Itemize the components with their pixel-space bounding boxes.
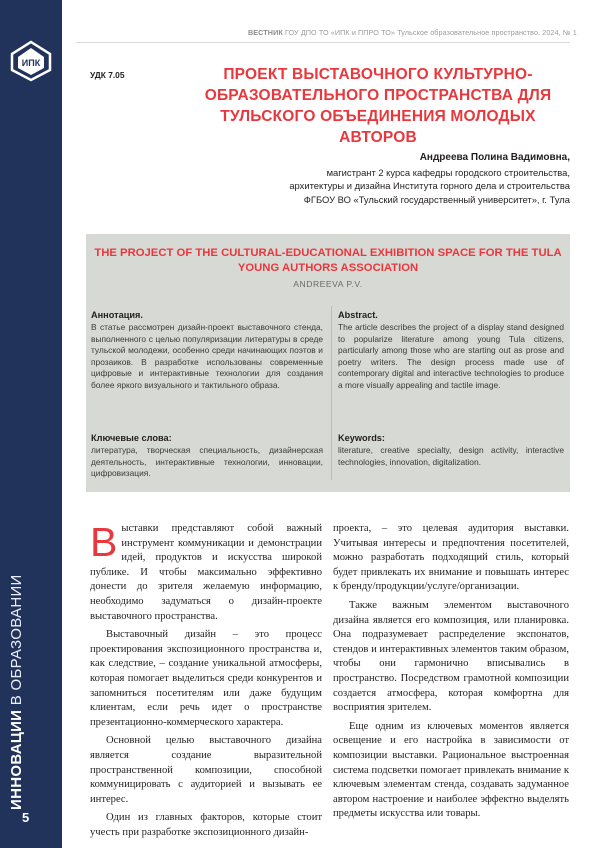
annotation-text: В статье рассмотрен дизайн-проект выставочного стенда, выполненного с целью популяризации литературы в среде тульской молодежи, особенно среди начинающих поэтов и прозаиков. В разработке использованы современные цифровые и интерактивные технологии для создания более яркого визуального и тактильного образа. bbox=[91, 322, 323, 390]
page-number: 5 bbox=[22, 810, 30, 825]
author-name: Андреева Полина Вадимовна, bbox=[419, 152, 570, 163]
udk-code: УДК 7.05 bbox=[90, 70, 125, 80]
article-title: ПРОЕКТ ВЫСТАВОЧНОГО КУЛЬТУРНО-ОБРАЗОВАТЕЛЬНОГО ПРОСТРАНСТВА ДЛЯ ТУЛЬСКОГО ОБЪЕДИНЕНИЯ МОЛОДЫХ АВТОРОВ bbox=[204, 66, 552, 146]
journal-header bbox=[248, 28, 577, 37]
drop-cap: В bbox=[90, 519, 118, 565]
keywords-en-label: Keywords: bbox=[338, 433, 385, 443]
english-author: ANDREEVA P.V. bbox=[293, 279, 363, 289]
abstract-label: Abstract. bbox=[338, 310, 378, 320]
body-paragraph: проекта, – это целевая аудитория выставки. Учитывая интересы и предпочтения посетителей, можно разработать подходящий стиль, который будет привлекать их внимание и повышать интерес к бренду/продукции/услуге/организации. bbox=[333, 523, 569, 593]
keywords-ru-label: Ключевые слова: bbox=[91, 433, 172, 443]
body-paragraph: Также важным элементом выставочного дизайна является его композиция, или планировка. Она подразумевает распределение экспонатов, стендов и интерактивных элементов таким образом, чтобы они гармонично вписывались в пространство. Посредством грамотной композиции создается атмосфера, которая комфортна для восприятия зрителем. bbox=[333, 599, 569, 714]
body-paragraph: Еще одним из ключевых моментов является освещение и его настройка в зависимости от композиции выставки. Рациональное выстроенная система подсветки помогает привлекать внимание к ключевым элементам стенда, создавать задуманное автором настроение и наиболее эффектно выделять предметы искусства или товары. bbox=[333, 720, 569, 820]
journal-name: ВЕСТНИК bbox=[248, 28, 283, 37]
journal-details: ГОУ ДПО ТО «ИПК и ППРО ТО» Тульское образовательное пространство. 2024, № 1 bbox=[282, 28, 577, 37]
body-paragraph: Один из главных факторов, которые стоит учесть при разработке экспозиционного дизайн- bbox=[90, 812, 322, 838]
section-label bbox=[0, 574, 62, 820]
author-affiliation-1: магистрант 2 курса кафедры городского строительства, bbox=[326, 167, 570, 179]
annotation-label: Аннотация. bbox=[91, 310, 143, 320]
keywords-ru-text: литература, творческая специальность, дизайнерская деятельность, интерактивные технологии, инновации, цифровизация. bbox=[91, 445, 323, 479]
logo-text: ИПК bbox=[21, 58, 41, 68]
author-affiliation-3: ФГБОУ ВО «Тульский государственный университет», г. Тула bbox=[303, 193, 570, 205]
institute-logo-icon bbox=[10, 40, 52, 82]
body-column-left bbox=[90, 519, 322, 844]
body-column-right bbox=[333, 522, 569, 826]
body-paragraph: Выставки представляют собой важный инструмент коммуникации и демонстрации идей, продуктов и искусства широкой публике. И чтобы максимально эффективно донести до зрителя желаемую информацию, необходимо задуматься о дизайн-проекте выставочного пространства. bbox=[90, 519, 322, 622]
section-label-bold: ИННОВАЦИИ bbox=[8, 709, 25, 810]
body-paragraph: Выставочный дизайн – это процесс проектирования экспозиционного пространства и, как следствие, – создание уникальной атмосферы, которая помогает выделиться среди конкурентов и запомниться посетителям или даже будущим клиентам, если речь идет о пространстве презентационно-коммерческого характера. bbox=[90, 629, 322, 728]
abstract-text: The article describes the project of a display stand designed to popularize literature among young Tula citizens, particularly among those who are starting out as prose and poetry writers. The design process made use of contemporary digital and interactive technologies to produce a more visually appealing and tactile image. bbox=[338, 322, 564, 390]
keywords-en-text: literature, creative specialty, design activity, interactive technologies, innovation, digitalization. bbox=[338, 445, 564, 467]
author-block bbox=[190, 151, 570, 206]
english-title: THE PROJECT OF THE CULTURAL-EDUCATIONAL EXHIBITION SPACE FOR THE TULA YOUNG AUTHORS ASSOCIATION bbox=[94, 247, 562, 274]
author-affiliation-2: архитектуры и дизайна Института горного дела и строительства bbox=[289, 180, 570, 192]
sidebar bbox=[0, 0, 62, 848]
body-paragraph: Основной целью выставочного дизайна является создание выразительной пространственной композиции, способной коммуницировать с аудиторией и вызывать ее интерес. bbox=[90, 735, 322, 805]
column-divider bbox=[331, 306, 332, 480]
section-label-light: В ОБРАЗОВАНИИ bbox=[8, 574, 25, 706]
header-divider bbox=[76, 42, 570, 43]
